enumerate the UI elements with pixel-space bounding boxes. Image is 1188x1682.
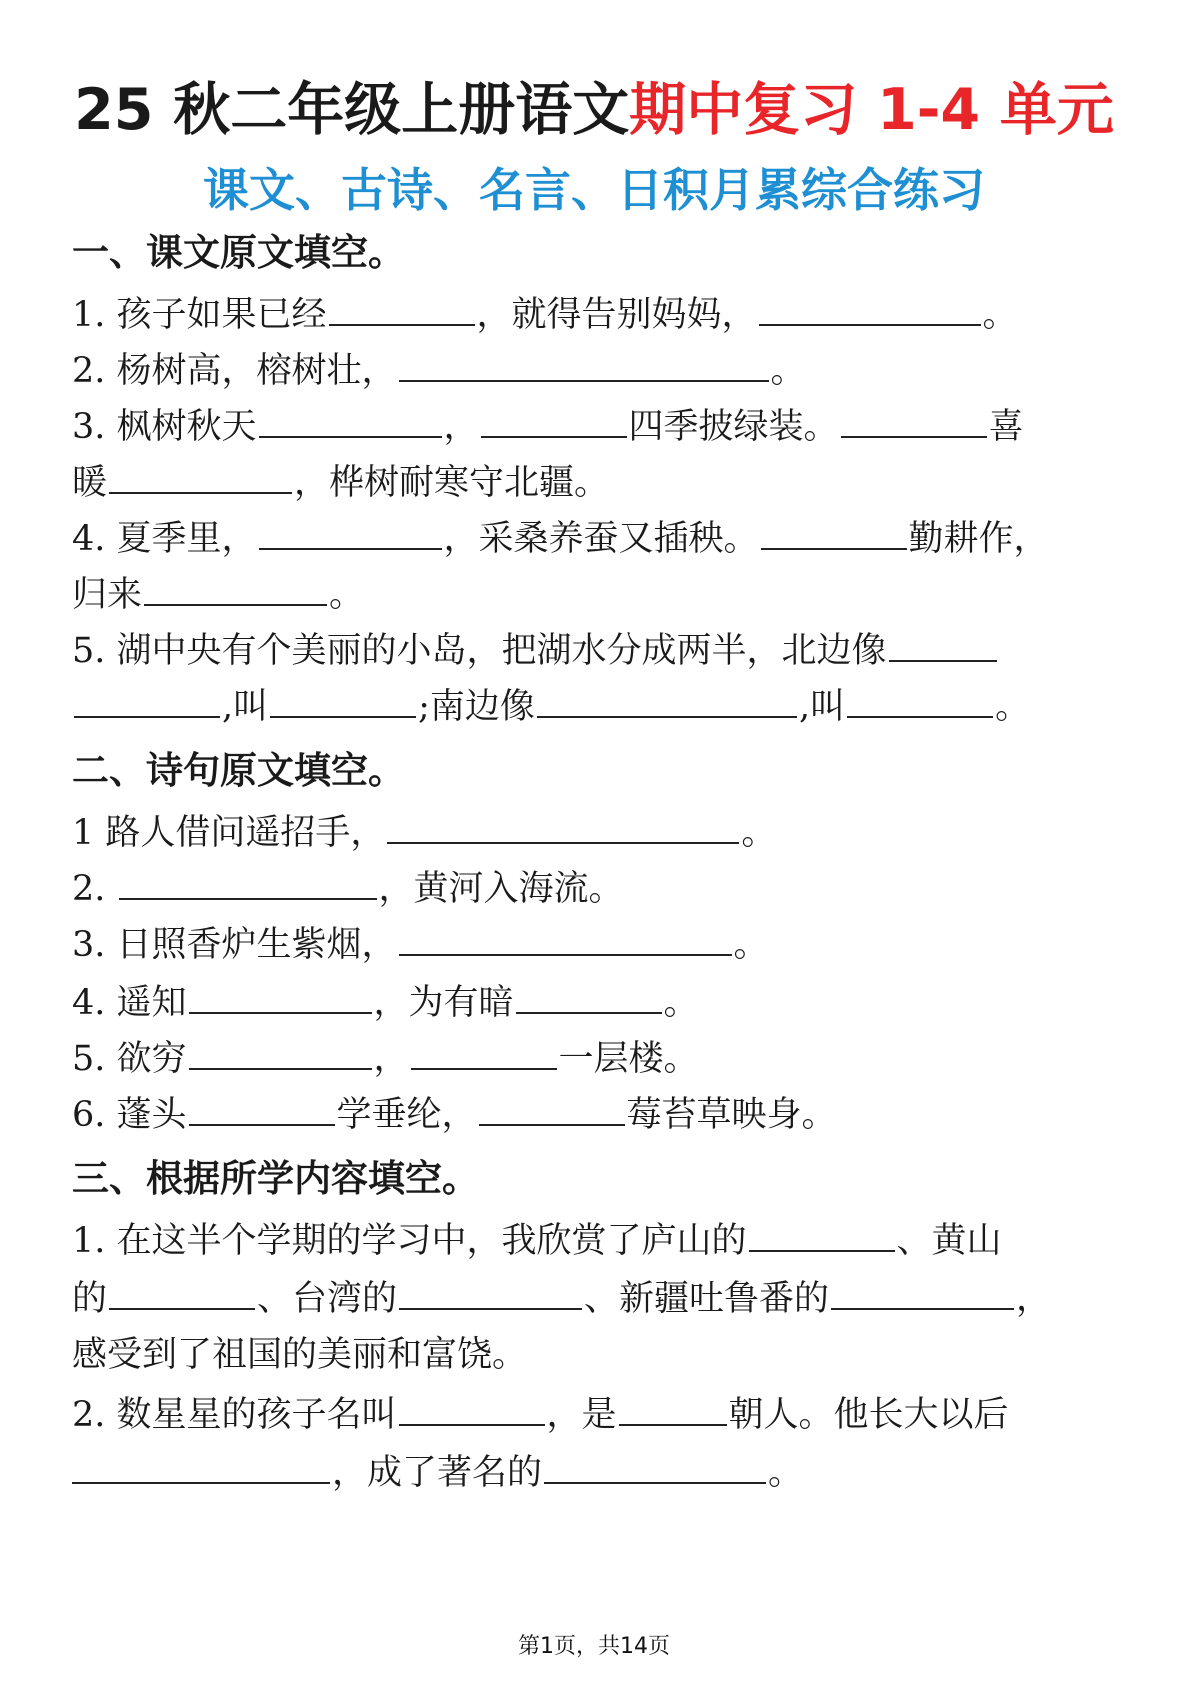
question-text: 2. (72, 869, 106, 909)
answer-blank[interactable] (481, 400, 627, 438)
question-text: 5. 欲穷 (72, 1039, 187, 1079)
answer-blank[interactable] (329, 288, 475, 326)
question-text: 1. 孩子如果已经 (72, 295, 327, 335)
answer-blank[interactable] (399, 344, 769, 382)
question-text: ， (1016, 1279, 1052, 1319)
question-line (72, 976, 1118, 1028)
answer-blank[interactable] (537, 680, 797, 718)
question-text: 学垂纶， (336, 1095, 477, 1135)
question-line (72, 1088, 1118, 1140)
question-text: 。 (329, 575, 365, 615)
answer-blank[interactable] (109, 456, 292, 494)
page-footer: 第1页，共14页 (518, 1634, 670, 1659)
question-text: 2. 数星星的孩子名叫 (72, 1395, 397, 1435)
answer-blank[interactable] (189, 1088, 335, 1126)
question-line (72, 680, 1118, 732)
answer-blank[interactable] (189, 976, 372, 1014)
question-text: 勤耕作， (908, 519, 1049, 559)
question-text: 、黄山 (896, 1221, 1002, 1261)
answer-blank[interactable] (109, 1272, 255, 1310)
answer-blank[interactable] (847, 680, 993, 718)
answer-blank[interactable] (516, 976, 662, 1014)
section-heading-3: 三、根据所学内容填空。 (72, 1157, 479, 1200)
question-text: 6. 蓬头 (72, 1095, 187, 1135)
question-text: ，黄河入海流。 (378, 869, 624, 909)
question-text: 、新疆吐鲁番的 (584, 1279, 830, 1319)
question-line (72, 288, 1118, 340)
question-text: 。 (733, 925, 769, 965)
question-text: ，成了著名的 (332, 1453, 543, 1493)
question-text: ， (373, 1039, 409, 1079)
question-text: 。 (995, 687, 1031, 727)
answer-blank[interactable] (761, 512, 907, 550)
answer-blank[interactable] (399, 918, 732, 956)
question-text: 归来 (72, 575, 143, 615)
answer-blank[interactable] (74, 680, 220, 718)
question-line (72, 1032, 1118, 1084)
question-text: 。 (982, 295, 1018, 335)
answer-blank[interactable] (259, 512, 442, 550)
title-black: 25 秋二年级上册语文 (74, 77, 630, 143)
question-text: ， (443, 407, 479, 447)
question-text: ，就得告别妈妈， (476, 295, 757, 335)
question-text: 3. 日照香炉生紫烟， (72, 925, 397, 965)
question-line (72, 862, 1118, 914)
question-text: ，采桑养蚕又插秧。 (443, 519, 759, 559)
question-line (72, 806, 1118, 858)
answer-blank[interactable] (399, 1272, 582, 1310)
question-text: ，是 (546, 1395, 617, 1435)
question-line (72, 1388, 1118, 1440)
answer-blank[interactable] (831, 1272, 1014, 1310)
question-text: 四季披绿装。 (628, 407, 839, 447)
answer-blank[interactable] (759, 288, 981, 326)
title-red: 期中复习 1-4 单元 (629, 77, 1114, 143)
question-text: 、台湾的 (257, 1279, 398, 1319)
answer-blank[interactable] (399, 1388, 545, 1426)
answer-blank[interactable] (259, 400, 442, 438)
answer-blank[interactable] (387, 806, 739, 844)
question-line (72, 456, 1118, 508)
answer-blank[interactable] (544, 1446, 766, 1484)
question-text: 。 (770, 351, 806, 391)
question-line (72, 624, 1118, 676)
question-text: ，桦树耐寒守北疆。 (294, 463, 610, 503)
answer-blank[interactable] (270, 680, 416, 718)
answer-blank[interactable] (411, 1032, 557, 1070)
question-line (72, 1272, 1118, 1324)
question-line (72, 1330, 1118, 1380)
question-text: 1 路人借问遥招手， (72, 813, 386, 853)
question-text: 的 (72, 1279, 108, 1319)
question-line (72, 512, 1118, 564)
question-line (72, 568, 1118, 620)
question-text: ,叫 (798, 687, 846, 727)
question-text: 一层楼。 (558, 1039, 699, 1079)
section-heading-2: 二、诗句原文填空。 (72, 749, 405, 792)
question-line (72, 1446, 1118, 1498)
question-text: 4. 遥知 (72, 983, 187, 1023)
section-heading-1: 一、课文原文填空。 (72, 231, 405, 274)
question-line (72, 344, 1118, 396)
question-text: ;南边像 (418, 687, 535, 727)
question-text: 暖 (72, 463, 108, 503)
question-text: 1. 在这半个学期的学习中，我欣赏了庐山的 (72, 1221, 747, 1261)
answer-blank[interactable] (144, 568, 327, 606)
answer-blank[interactable] (889, 624, 997, 662)
page-subtitle: 课文、古诗、名言、日积月累综合练习 (203, 163, 985, 217)
question-text: 。 (663, 983, 699, 1023)
question-line (72, 918, 1118, 970)
question-text: 。 (741, 813, 777, 853)
question-line (72, 400, 1118, 452)
answer-blank[interactable] (749, 1214, 895, 1252)
question-text: ，为有暗 (373, 983, 514, 1023)
question-text: 朝人。他长大以后 (728, 1395, 1009, 1435)
question-text: ,叫 (222, 687, 269, 727)
answer-blank[interactable] (189, 1032, 372, 1070)
answer-blank[interactable] (619, 1388, 727, 1426)
question-text: 5. 湖中央有个美丽的小岛，把湖水分成两半，北边像 (72, 631, 887, 671)
question-text: 4. 夏季里， (72, 519, 257, 559)
answer-blank[interactable] (72, 1446, 330, 1484)
question-text: 莓苔草映身。 (626, 1095, 837, 1135)
answer-blank[interactable] (479, 1088, 625, 1126)
question-text: 。 (768, 1453, 804, 1493)
question-line (72, 1214, 1118, 1266)
answer-blank[interactable] (119, 862, 377, 900)
answer-blank[interactable] (841, 400, 987, 438)
question-text: 2. 杨树高，榕树壮， (72, 351, 397, 391)
question-text: 喜 (988, 407, 1024, 447)
question-text: 3. 枫树秋天 (72, 407, 257, 447)
page-title (0, 70, 1188, 150)
question-text: 感受到了祖国的美丽和富饶。 (72, 1335, 528, 1375)
